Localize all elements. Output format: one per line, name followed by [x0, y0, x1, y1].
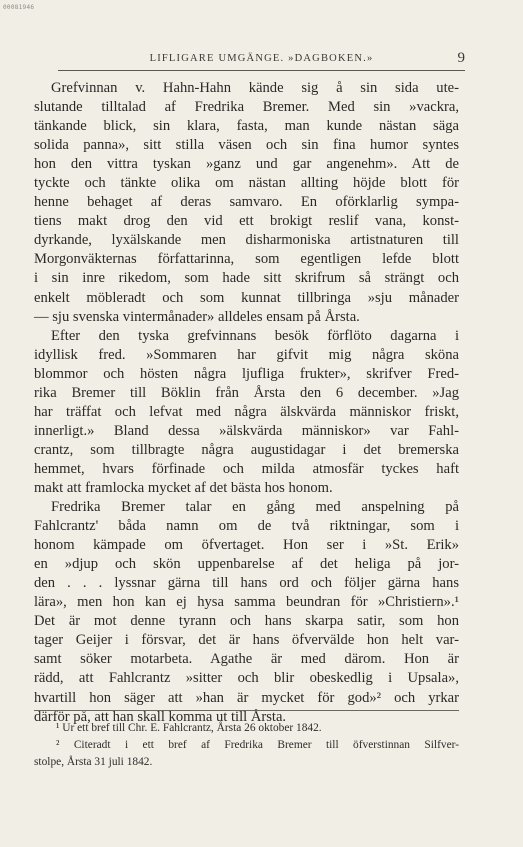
text-line: blommor och hösten några ljufliga frukter», skrifver Fred-	[34, 365, 459, 382]
text-line: tiens makt drog den vid ett brokigt reslif vana, konst-	[34, 213, 459, 230]
text-line: — sju svenska vintermånader» alldeles ensam på Årsta.	[34, 308, 360, 325]
body-text	[34, 79, 459, 727]
text-line: Morgonväkternas författarinna, som egentligen lefde blott	[34, 251, 459, 268]
running-head	[58, 52, 465, 68]
text-line: crantz, som tillbragte några augustidagar i det bremerska	[34, 441, 459, 458]
text-line: tänkande blick, sin klara, fasta, man kunde nästan säga	[34, 118, 459, 135]
text-line: henne behaget af deras samvaro. En oförklarlig sympa-	[34, 194, 459, 211]
text-line: makt att framlocka mycket af det bästa hos honom.	[34, 479, 333, 496]
text-line: enkelt möbleradt och som kunnat tillbringa »sju månader	[34, 289, 459, 306]
text-line: därför på, att han skall komma ut till Årsta.	[34, 708, 287, 725]
text-line: Fahlcrantz' båda namn om de två riktningar, som i	[34, 518, 459, 535]
text-line: Det är mot denne tyrann och hans skarpa satir, som hon	[34, 613, 459, 630]
page-number: 9	[457, 50, 465, 66]
text-line: har träffat och lefvat med några älskvärda människor friskt,	[34, 403, 459, 420]
text-line: slutande tilltalad af Fredrika Bremer. Med sin »vackra,	[34, 99, 459, 116]
text-line: Grefvinnan v. Hahn-Hahn kände sig å sin sida ute-	[51, 80, 459, 96]
text-line: hon den vittra tyskan »ganz und gar angenehm». Att de	[34, 156, 459, 173]
text-line: samt söker motarbeta. Agathe är med därom. Hon är	[34, 651, 459, 668]
text-line: en »djup och skön uppenbarelse af det heliga på jor-	[34, 556, 459, 573]
text-line: tager Geijer i försvar, det är hans öfvervälde hon helt var-	[34, 632, 459, 649]
text-line: innerligt.» Bland dessa »älskvärda människor» var Fahl-	[34, 422, 459, 439]
text-line: dyrkande, lyxälskande men disharmoniska artistnaturen till	[34, 232, 459, 249]
footnote-rule	[34, 710, 459, 711]
text-line: i sin inre rikedom, som hade sitt skrifrum så strängt och	[34, 270, 459, 287]
text-line: lära», men hon kan ej hysa samma beundran för »Christiern».¹	[34, 594, 459, 611]
text-line: solida panna», sitt stilla väsen och sin fina humor syntes	[34, 137, 459, 154]
text-line: Efter den tyska grefvinnans besök förflöto dagarna i	[51, 327, 459, 344]
text-line: tyckte och tänkte olika om nästan allting höjde blott för	[34, 175, 459, 192]
text-line: Fredrika Bremer talar en gång med anspelning på	[51, 499, 459, 516]
text-line: rädd, att Fahlcrantz »sitter och blir obeskedlig i Upsala»,	[34, 670, 459, 687]
text-line: hemmet, hvars förfinade och milda atmosfär tyckes haft	[34, 460, 459, 477]
scan-id: 00081946	[3, 4, 35, 11]
text-line: den . . . lyssnar gärna till hans ord och följer gärna hans	[34, 575, 459, 592]
text-line: hvartill hon säger att »han är mycket för god»² och yrkar	[34, 689, 459, 706]
text-line: idyllisk fred. »Sommaren har gifvit mig några sköna	[34, 346, 459, 363]
footnotes	[34, 720, 459, 771]
header-rule	[58, 70, 465, 71]
footnote-line: stolpe, Årsta 31 juli 1842.	[34, 756, 153, 768]
text-line: honom kämpade om öfvertaget. Hon ser i »St. Erik»	[34, 537, 459, 554]
text-line: rika Bremer till Böklin från Årsta den 6 december. »Jag	[34, 384, 459, 401]
footnote-line: ¹ Ur ett bref till Chr. E. Fahlcrantz, Årsta 26 oktober 1842.	[56, 722, 322, 734]
running-title: LIFLIGARE UMGÄNGE. »DAGBOKEN.»	[149, 53, 374, 64]
footnote-line: ² Citeradt i ett bref af Fredrika Bremer till öfverstinnan Silfver-	[56, 739, 459, 751]
